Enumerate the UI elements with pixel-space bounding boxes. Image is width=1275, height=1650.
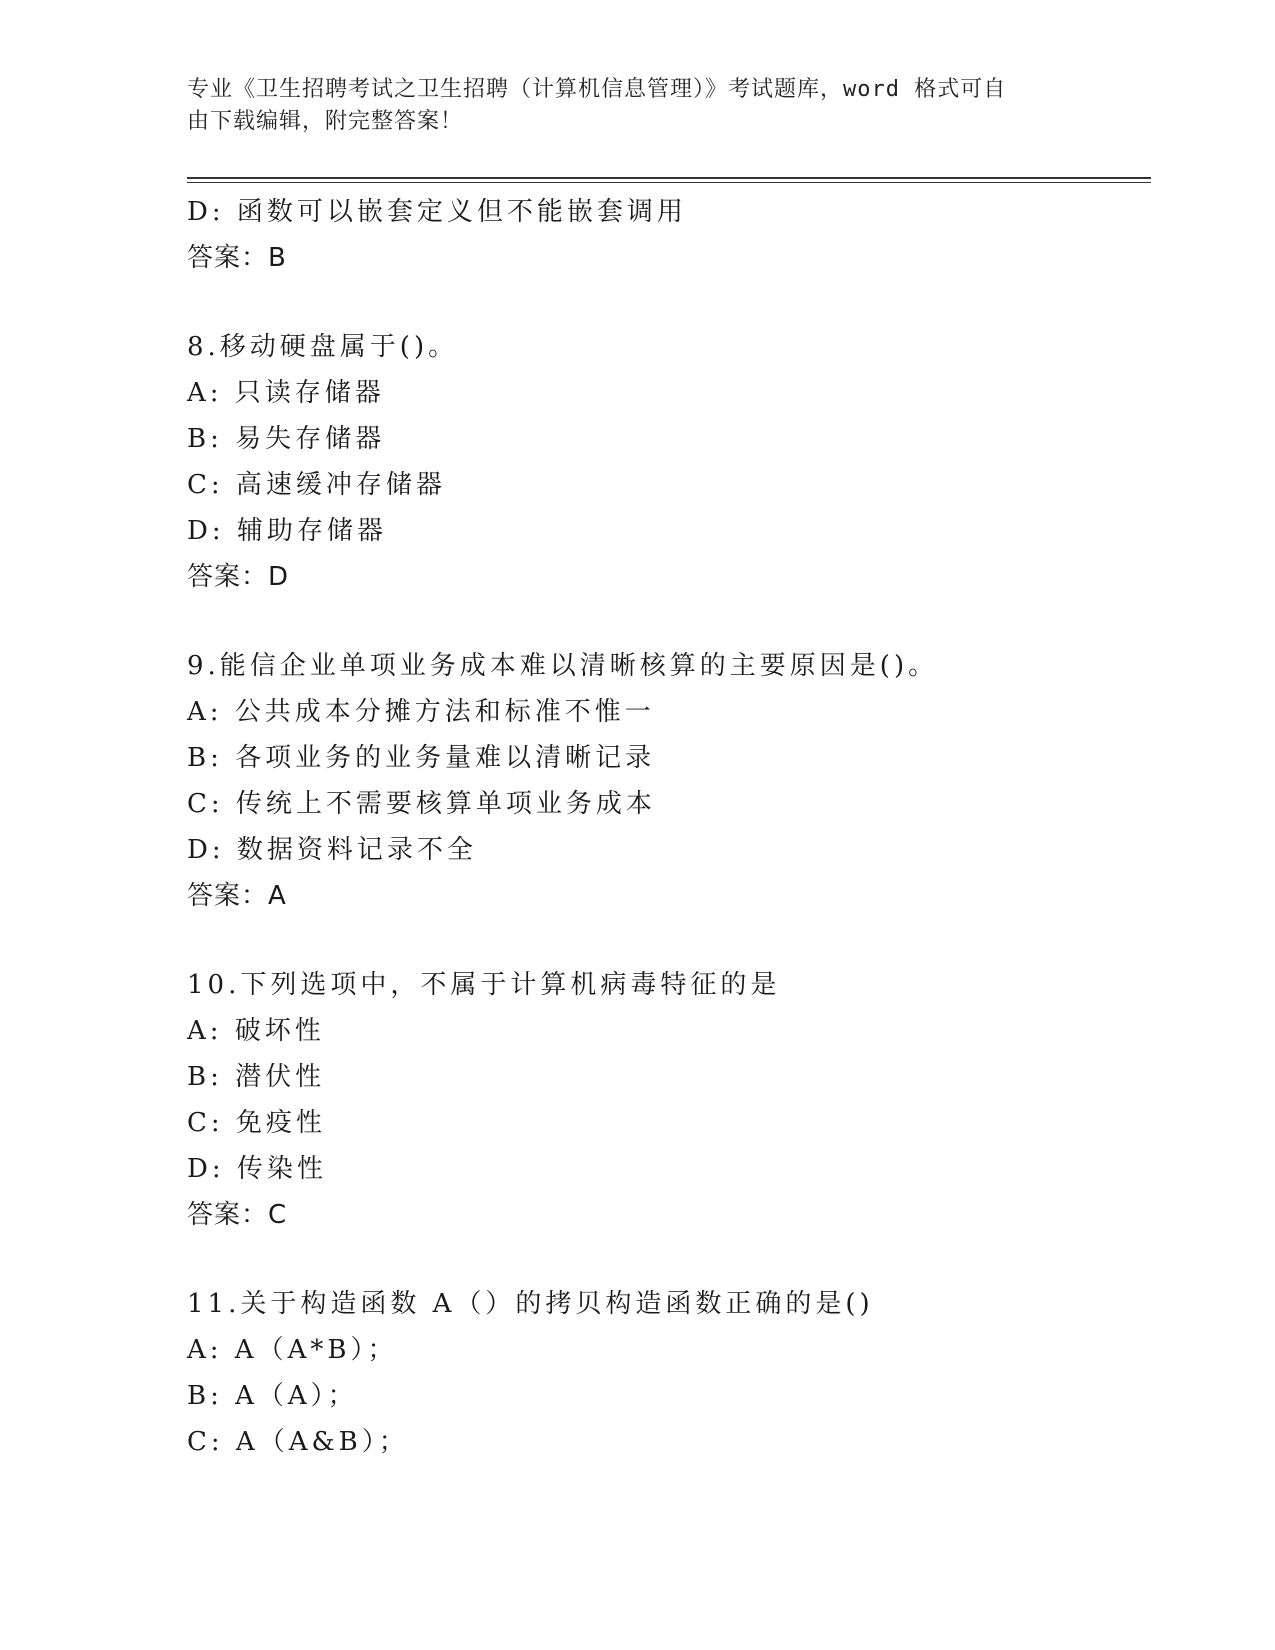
answer: 答案：B bbox=[187, 243, 287, 273]
question-list bbox=[187, 189, 1147, 1465]
option-d: D: 辅助存储器 bbox=[187, 516, 387, 546]
option-c: C: 高速缓冲存储器 bbox=[187, 470, 446, 500]
option-b: B: 潜伏性 bbox=[187, 1062, 326, 1092]
option-c: C: 免疫性 bbox=[187, 1108, 326, 1138]
answer: 答案：D bbox=[187, 562, 290, 592]
option-a: A: A（A*B）； bbox=[187, 1335, 398, 1365]
question-11 bbox=[187, 1281, 1147, 1465]
option-d: D: 数据资料记录不全 bbox=[187, 835, 477, 865]
header-line-2: 由下载编辑，附完整答案！ bbox=[187, 109, 464, 134]
header-line-1: 专业《卫生招聘考试之卫生招聘（计算机信息管理）》考试题库，word 格式可自 bbox=[187, 77, 1007, 102]
option-c: C: A（A&B）； bbox=[187, 1427, 409, 1457]
question-title: 9.能信企业单项业务成本难以清晰核算的主要原因是()。 bbox=[187, 651, 939, 681]
option-a: A: 只读存储器 bbox=[187, 378, 385, 408]
question-title: 8.移动硬盘属于()。 bbox=[187, 332, 459, 362]
answer: 答案：C bbox=[187, 1200, 288, 1230]
question-10 bbox=[187, 962, 1147, 1238]
option-d: D: 函数可以嵌套定义但不能嵌套调用 bbox=[187, 197, 687, 227]
option-a: A: 公共成本分摊方法和标准不惟一 bbox=[187, 697, 655, 727]
question-9 bbox=[187, 643, 1147, 919]
question-title: 11.关于构造函数 A（）的拷贝构造函数正确的是() bbox=[187, 1289, 874, 1319]
option-b: B: A（A）； bbox=[187, 1381, 358, 1411]
option-b: B: 各项业务的业务量难以清晰记录 bbox=[187, 743, 656, 773]
option-b: B: 易失存储器 bbox=[187, 424, 386, 454]
question-8 bbox=[187, 324, 1147, 600]
option-d: D: 传染性 bbox=[187, 1154, 327, 1184]
option-a: A: 破坏性 bbox=[187, 1016, 325, 1046]
header-divider bbox=[187, 177, 1151, 183]
option-c: C: 传统上不需要核算单项业务成本 bbox=[187, 789, 656, 819]
document-header bbox=[187, 74, 1067, 138]
answer: 答案：A bbox=[187, 881, 287, 911]
question-title: 10.下列选项中，不属于计算机病毒特征的是 bbox=[187, 970, 781, 1000]
